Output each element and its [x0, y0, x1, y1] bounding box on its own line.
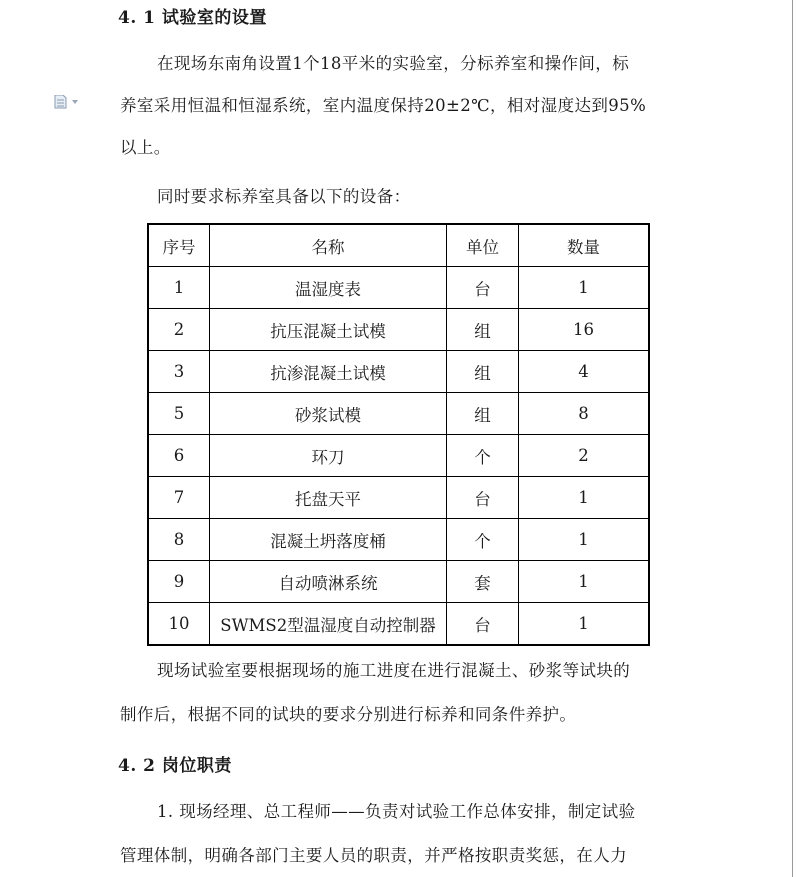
- table-cell: 10: [148, 603, 210, 646]
- table-cell: 3: [148, 351, 210, 393]
- table-cell: 6: [148, 435, 210, 477]
- table-row: [148, 561, 649, 603]
- table-cell: SWMS2型温湿度自动控制器: [210, 603, 447, 646]
- table-cell: 台: [447, 603, 519, 646]
- table-header-cell: 序号: [148, 224, 210, 267]
- table-cell: 1: [519, 267, 650, 309]
- table-cell: 混凝土坍落度桶: [210, 519, 447, 561]
- table-row: [148, 309, 649, 351]
- table-cell: 1: [519, 519, 650, 561]
- table-cell: 温湿度表: [210, 267, 447, 309]
- paragraph-line: 管理体制，明确各部门主要人员的职责，并严格按职责奖惩，在人力: [120, 846, 627, 865]
- table-cell: 2: [148, 309, 210, 351]
- table-cell: 组: [447, 393, 519, 435]
- page-edge-divider: [792, 0, 793, 877]
- table-cell: 9: [148, 561, 210, 603]
- table-cell: 砂浆试模: [210, 393, 447, 435]
- table-cell: 7: [148, 477, 210, 519]
- table-row: [148, 435, 649, 477]
- table-cell: 8: [519, 393, 650, 435]
- table-cell: 个: [447, 519, 519, 561]
- table-cell: 托盘天平: [210, 477, 447, 519]
- table-cell: 组: [447, 309, 519, 351]
- table-cell: 台: [447, 267, 519, 309]
- section-heading-4-1: 4. 1 试验室的设置: [118, 8, 267, 28]
- table-cell: 16: [519, 309, 650, 351]
- table-header-row: [148, 224, 649, 267]
- table-row: [148, 351, 649, 393]
- table-cell: 套: [447, 561, 519, 603]
- paragraph-line: 在现场东南角设置1个18平米的实验室，分标养室和操作间，标: [157, 54, 630, 73]
- paragraph-line: 以上。: [120, 138, 171, 157]
- section-heading-4-2: 4. 2 岗位职责: [118, 756, 232, 776]
- table-row: [148, 519, 649, 561]
- table-header-cell: 数量: [519, 224, 650, 267]
- table-cell: 环刀: [210, 435, 447, 477]
- table-cell: 8: [148, 519, 210, 561]
- table-cell: 抗压混凝土试模: [210, 309, 447, 351]
- table-cell: 组: [447, 351, 519, 393]
- paragraph-line: 养室采用恒温和恒湿系统，室内温度保持20±2℃，相对湿度达到95%: [120, 96, 647, 115]
- paragraph-line: 同时要求标养室具备以下的设备：: [157, 187, 411, 206]
- table-cell: 1: [519, 603, 650, 646]
- paragraph-line: 1. 现场经理、总工程师——负责对试验工作总体安排，制定试验: [157, 802, 636, 821]
- table-row: [148, 477, 649, 519]
- table-cell: 1: [519, 561, 650, 603]
- table-header-cell: 单位: [447, 224, 519, 267]
- table-cell: 1: [148, 267, 210, 309]
- equipment-table: [147, 223, 650, 646]
- table-cell: 抗渗混凝土试模: [210, 351, 447, 393]
- table-cell: 2: [519, 435, 650, 477]
- table-row: [148, 603, 649, 646]
- table-header-cell: 名称: [210, 224, 447, 267]
- table-cell: 1: [519, 477, 650, 519]
- table-cell: 自动喷淋系统: [210, 561, 447, 603]
- table-cell: 4: [519, 351, 650, 393]
- table-cell: 5: [148, 393, 210, 435]
- document-dropdown-icon[interactable]: [54, 94, 82, 108]
- table-cell: 个: [447, 435, 519, 477]
- table-cell: 台: [447, 477, 519, 519]
- table-row: [148, 267, 649, 309]
- paragraph-line: 制作后，根据不同的试块的要求分别进行标养和同条件养护。: [120, 705, 577, 724]
- paragraph-line: 现场试验室要根据现场的施工进度在进行混凝土、砂浆等试块的: [157, 661, 631, 680]
- table-row: [148, 393, 649, 435]
